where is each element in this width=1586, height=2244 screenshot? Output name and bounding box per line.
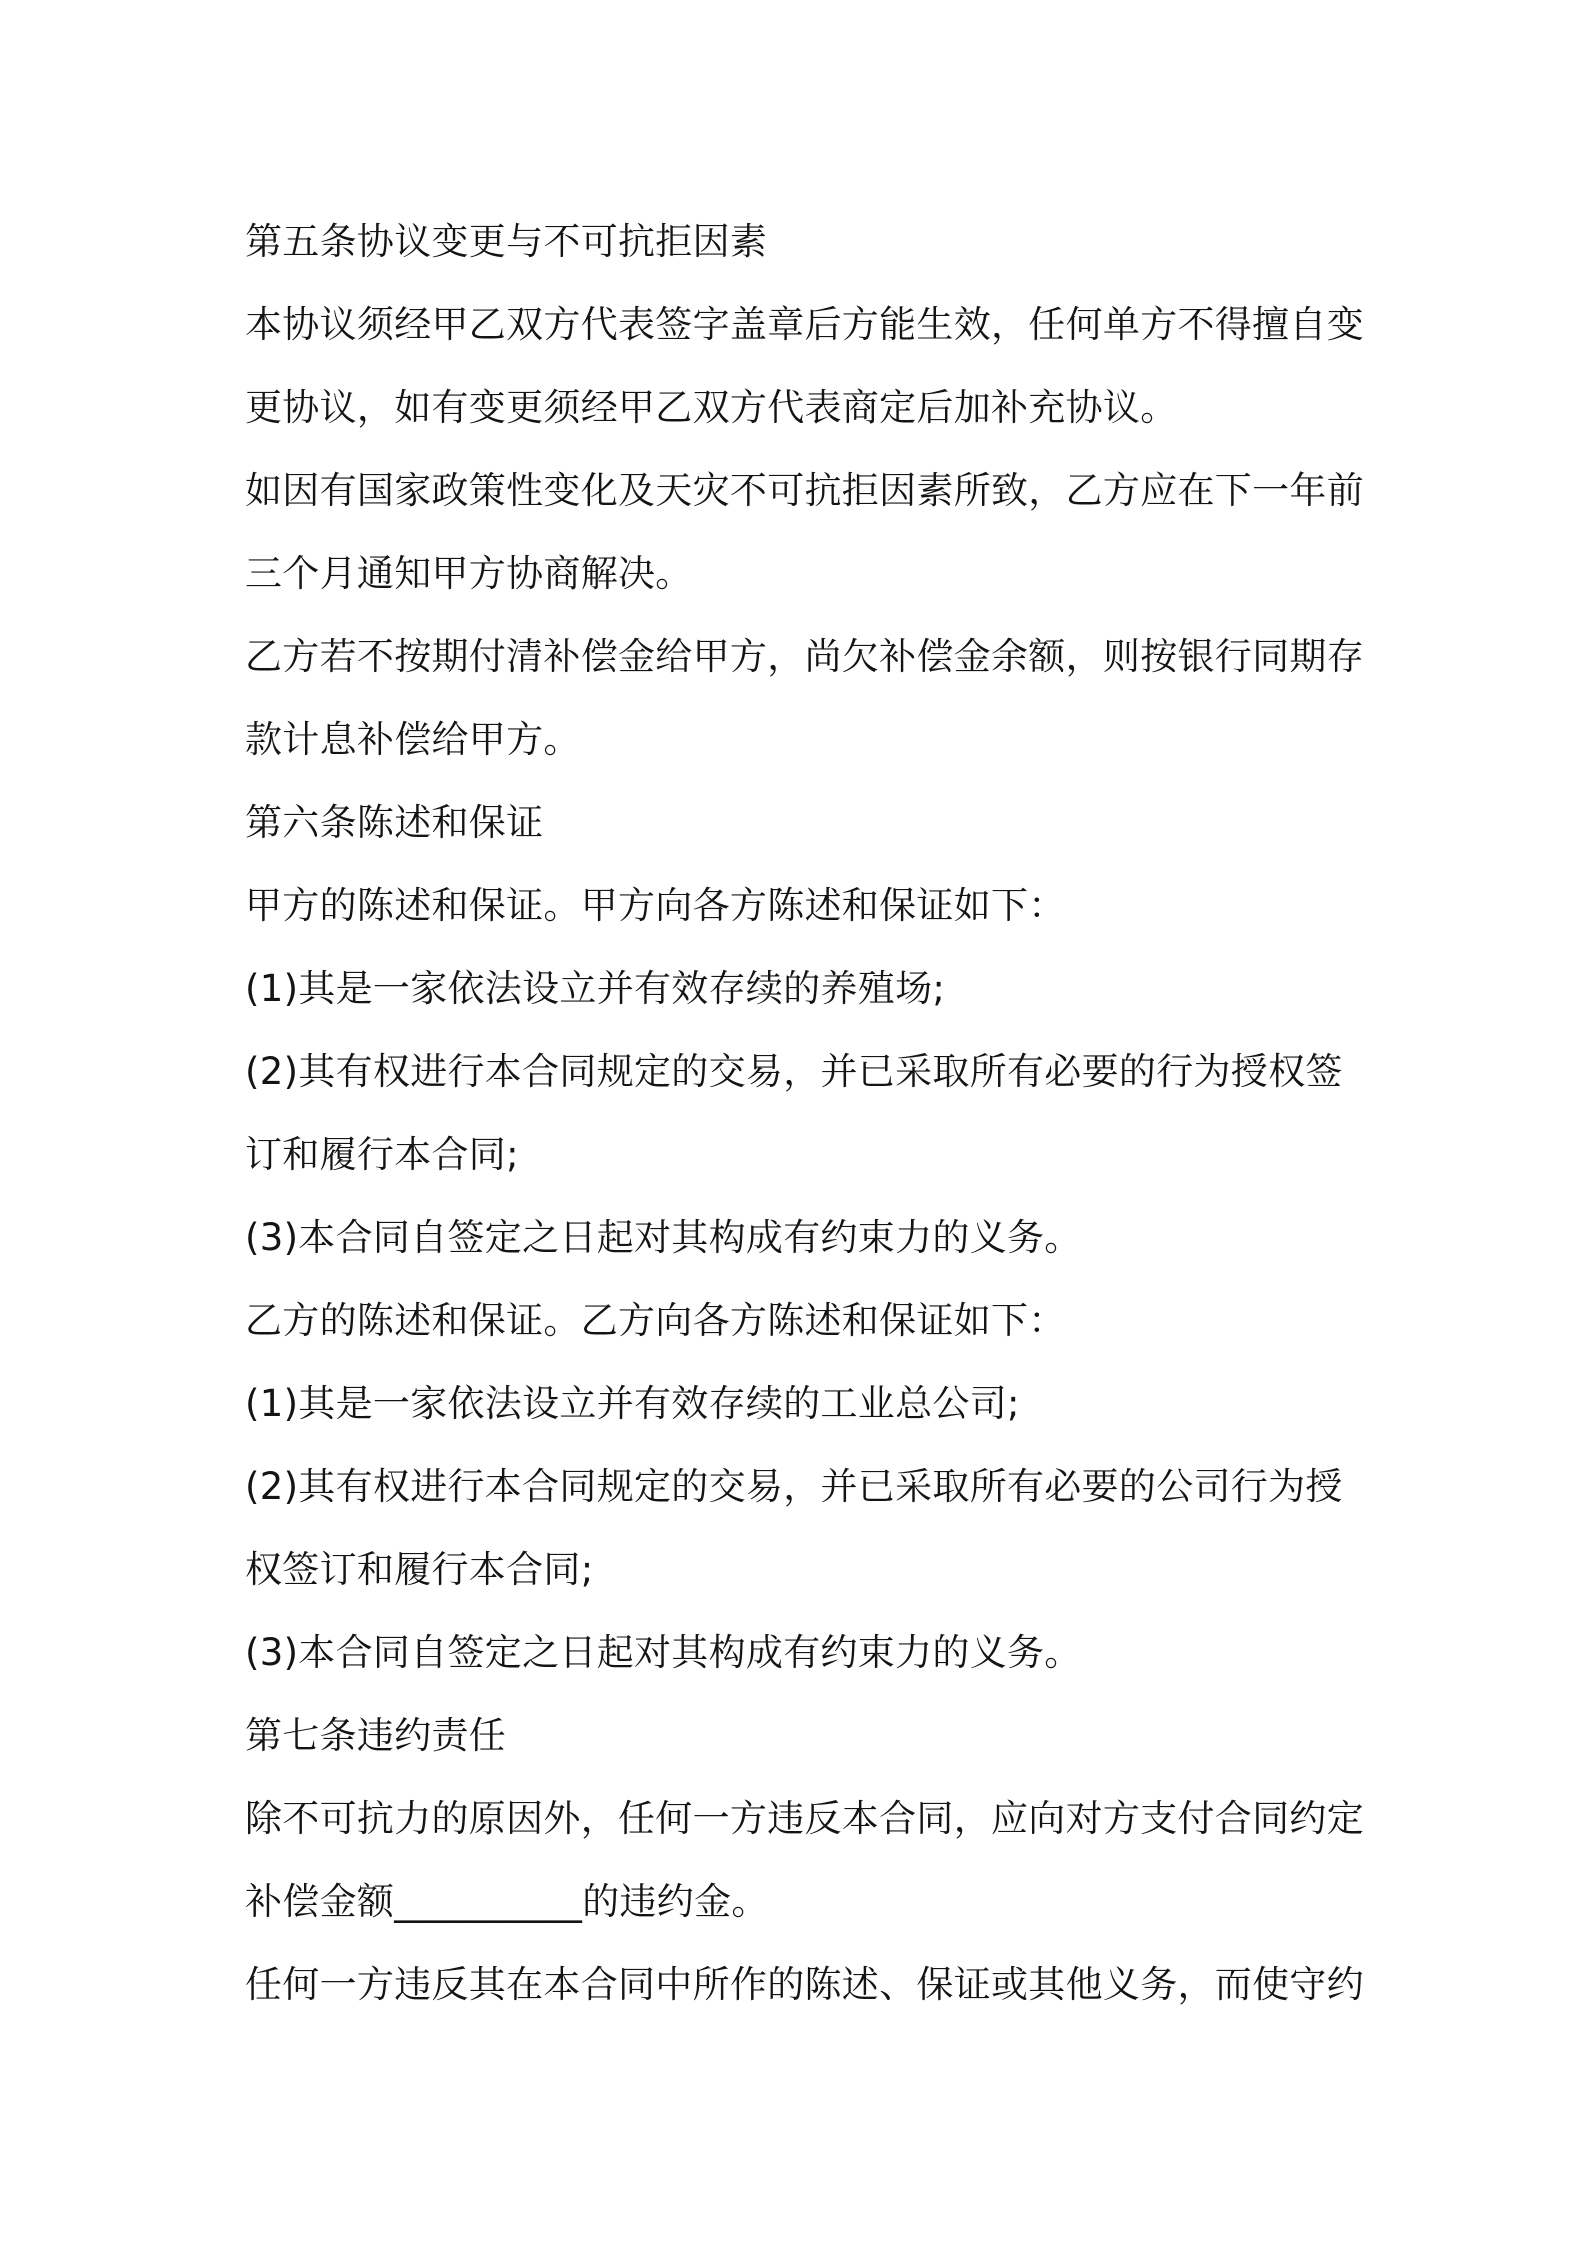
list-item-continuation: 订和履行本合同; [245, 1133, 519, 1176]
article-7-heading: 第七条违约责任 [245, 1714, 507, 1757]
paragraph-line: 本协议须经甲乙双方代表签字盖章后方能生效，任何单方不得擅自变 [245, 303, 1364, 346]
list-item: (2)其有权进行本合同规定的交易，并已采取所有必要的公司行为授 [245, 1465, 1343, 1508]
paragraph-line: 三个月通知甲方协商解决。 [245, 552, 693, 595]
paragraph-line: 甲方的陈述和保证。甲方向各方陈述和保证如下： [245, 884, 1066, 927]
list-item: (1)其是一家依法设立并有效存续的工业总公司; [245, 1382, 1020, 1425]
paragraph-line: 如因有国家政策性变化及天灾不可抗拒因素所致，乙方应在下一年前 [245, 469, 1364, 512]
paragraph-line: 补偿金额__________的违约金。 [245, 1880, 769, 1923]
paragraph-line: 款计息补偿给甲方。 [245, 718, 581, 761]
paragraph-line: 乙方若不按期付清补偿金给甲方，尚欠补偿金余额，则按银行同期存 [245, 635, 1364, 678]
list-item: (1)其是一家依法设立并有效存续的养殖场; [245, 967, 946, 1010]
paragraph-line: 除不可抗力的原因外，任何一方违反本合同，应向对方支付合同约定 [245, 1797, 1364, 1840]
list-item: (3)本合同自签定之日起对其构成有约束力的义务。 [245, 1631, 1082, 1674]
contract-body [245, 200, 1365, 2026]
article-5-heading: 第五条协议变更与不可抗拒因素 [245, 220, 768, 263]
paragraph-line: 乙方的陈述和保证。乙方向各方陈述和保证如下： [245, 1299, 1066, 1342]
list-item: (2)其有权进行本合同规定的交易，并已采取所有必要的行为授权签 [245, 1050, 1343, 1093]
paragraph-line: 任何一方违反其在本合同中所作的陈述、保证或其他义务，而使守约 [245, 1963, 1364, 2006]
paragraph-line: 更协议，如有变更须经甲乙双方代表商定后加补充协议。 [245, 386, 1178, 429]
list-item-continuation: 权签订和履行本合同; [245, 1548, 594, 1591]
article-6-heading: 第六条陈述和保证 [245, 801, 544, 844]
list-item: (3)本合同自签定之日起对其构成有约束力的义务。 [245, 1216, 1082, 1259]
